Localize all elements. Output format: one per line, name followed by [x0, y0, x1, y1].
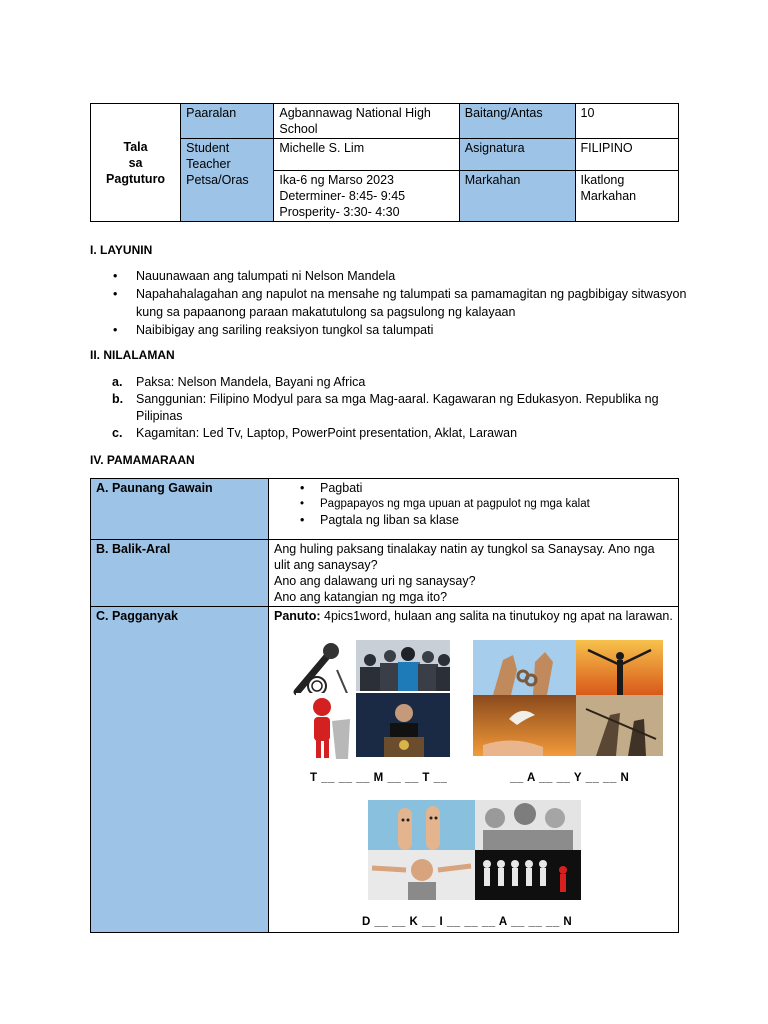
list-item: • Napahahalagahan ang napulot na mensahe ng talumpati sa pamamagitan ng pagbibigay sitwasyon kung sa papaanong paraan makatutulong sa pagsulong ng kalayaan	[90, 285, 690, 321]
nilalaman-list	[90, 374, 690, 442]
list-item: • Nauunawaan ang talumpati ni Nelson Mandela	[90, 267, 690, 285]
paunang-gawain-content	[269, 479, 679, 540]
tala-line-1: Tala	[123, 139, 148, 154]
student-teacher-petsa-label	[181, 139, 274, 222]
paper-chain-figures-image	[475, 850, 581, 900]
pamamaraan-heading: IV. PAMAMARAAN	[90, 453, 195, 467]
list-item: • Naibibigay ang sariling reaksiyon tungkol sa talumpati	[90, 321, 690, 339]
baitang-label: Baitang/Antas	[459, 104, 575, 139]
list-text: Kagamitan: Led Tv, Laptop, PowerPoint presentation, Aklat, Larawan	[136, 426, 518, 440]
pagganyak-label: C. Pagganyak	[91, 607, 269, 933]
tala-line-2: sa	[128, 155, 143, 170]
dove-hand-image	[473, 695, 576, 756]
balik-aral-line: Ano ang katangian ng mga ito?	[274, 590, 448, 604]
list-text: Sanggunian: Filipino Modyul para sa mga Mag-aaral. Kagawaran ng Edukasyon. Republika ng Pilipinas	[136, 392, 659, 423]
panuto-label: Panuto:	[274, 609, 321, 623]
balik-aral-line: Ang huling paksang tinalakay natin ay tungkol sa Sanaysay. Ano nga ulit ang sanaysay?	[274, 542, 655, 572]
petsa-line: Prosperity- 3:30- 4:30	[279, 205, 400, 219]
asignatura-value: FILIPINO	[575, 139, 678, 171]
paaralan-label: Paaralan	[181, 104, 274, 139]
list-marker: b.	[112, 392, 124, 406]
pointed-at-man-image	[368, 850, 475, 900]
puzzle-2-blanks: __ A __ __ Y __ __ N	[510, 772, 630, 784]
list-marker: a.	[112, 375, 123, 389]
balik-aral-line: Ano ang dalawang uri ng sanaysay?	[274, 574, 476, 588]
student-teacher-value: Michelle S. Lim	[274, 139, 459, 171]
panuto	[274, 608, 673, 624]
freedom-silhouette-image	[576, 640, 663, 695]
lesson-header-table	[90, 103, 679, 222]
nilalaman-heading: II. NILALAMAN	[90, 348, 175, 362]
list-item: • Pagbati	[274, 480, 673, 496]
asignatura-label: Asignatura	[459, 139, 575, 171]
microphone-image	[287, 640, 353, 698]
balik-aral-content	[269, 540, 679, 607]
layunin-heading: I. LAYUNIN	[90, 243, 153, 257]
layunin-list	[90, 267, 690, 339]
panuto-text: 4pics1word, hulaan ang salita na tinutukoy ng apat na larawan.	[320, 609, 673, 623]
baitang-value: 10	[575, 104, 678, 139]
list-item	[90, 374, 690, 391]
markahan-label: Markahan	[459, 171, 575, 222]
student-teacher-label: Student Teacher	[186, 141, 231, 171]
tala-line-3: Pagtuturo	[106, 171, 166, 186]
petsa-label: Petsa/Oras	[186, 173, 249, 187]
balik-aral-label: B. Balik-Aral	[91, 540, 269, 607]
puzzle-3-blanks: D __ __ K __ I __ __ __ A __ __ __ N	[362, 916, 573, 928]
finger-puppets-image	[368, 800, 475, 850]
paaralan-value: Agbannawag National High School	[274, 104, 459, 139]
tug-of-war-image	[576, 695, 663, 756]
list-item: • Pagtala ng liban sa klase	[274, 512, 673, 528]
president-speech-image	[356, 693, 450, 757]
audience-image	[356, 640, 450, 691]
petsa-line: Determiner- 8:45- 9:45	[279, 189, 406, 203]
list-item: • Pagpapayos ng mga upuan at pagpulot ng mga kalat	[274, 496, 673, 512]
speaker-figure-image	[296, 693, 356, 761]
petsa-value	[274, 171, 459, 222]
puzzle-1-blanks: T __ __ __ M __ __ T __	[310, 772, 448, 784]
list-item	[90, 425, 690, 442]
list-marker: c.	[112, 426, 123, 440]
paunang-gawain-list	[274, 480, 673, 528]
arguing-people-sketch-image	[475, 800, 581, 850]
paunang-gawain-label: A. Paunang Gawain	[91, 479, 269, 540]
breaking-chains-hands-image	[473, 640, 576, 695]
tala-cell	[91, 104, 181, 222]
petsa-line: Ika-6 ng Marso 2023	[279, 173, 395, 187]
list-item	[90, 391, 690, 425]
list-text: Paksa: Nelson Mandela, Bayani ng Africa	[136, 375, 366, 389]
markahan-value: Ikatlong Markahan	[575, 171, 678, 222]
